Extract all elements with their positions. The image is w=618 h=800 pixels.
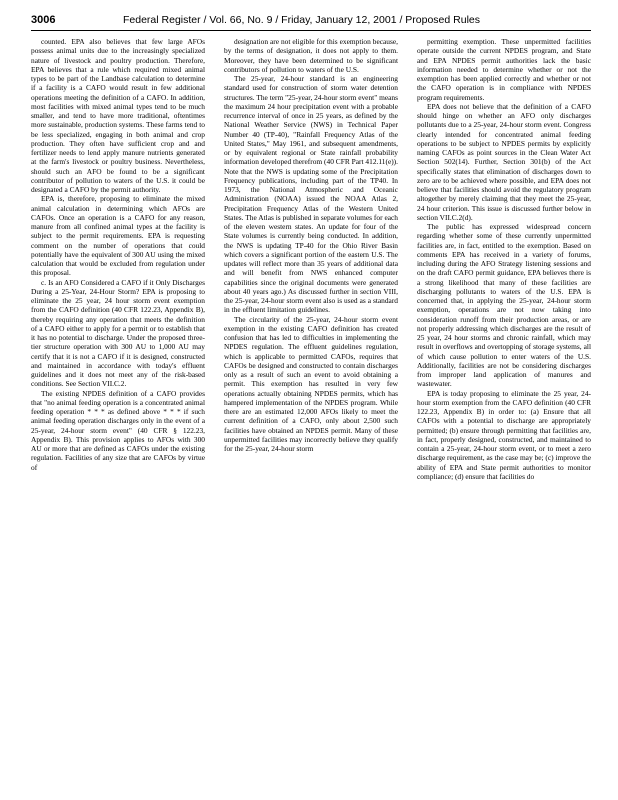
- paragraph: counted. EPA also believes that few large AFOs possess animal units due to the increasingly specialized nature of livestock and poultry production. Therefore, EPA believes that a rule which required mixed animal types to be part of the Landbase calculation to determine if a facility is a CAFO would result in few additional operations meeting the definition of a CAFO. In addition, most facilities with mixed animal types tend to be much smaller, and tend to have more traditional, oftentimes more sustainable, production systems. These farms tend to be less specialized, engaging in both animal and crop production. They often have sufficient crop and and fertilizer needs to lend apply manure nutrients generated at the farm's livestock or poultry business. Nevertheless, should such an AFO be found to be a significant contributor of pollution to waters of the U.S. it could be designated a CAFO by the permit authority.: [31, 37, 205, 194]
- paragraph: EPA is, therefore, proposing to eliminate the mixed animal calculation in determining which AFOs are CAFOs. Once an operation is a CAFO for any reason, manure from all confined animal types at the facility is subject to the permit requirements. EPA is requesting comment on the number of operations that could potentially have the equivalent of 300 AU using the mixed calculation that would be excluded from regulation under this proposal.: [31, 194, 205, 278]
- running-head: Federal Register / Vol. 66, No. 9 / Friday, January 12, 2001 / Proposed Rules: [123, 14, 480, 26]
- paragraph: The circularity of the 25-year, 24-hour storm event exemption in the existing CAFO definition has created confusion that has led to difficulties in implementing the NPDES regulation. The effluent guidelines regulation, which is applicable to permitted CAFOs, requires that CAFOs be designed and constructed to contain discharges only as a result of such an event to avoid obtaining a permit. This exemption has resulted in very few operations actually obtaining NPDES permits, which has hampered implementation of the NPDES program. While there are an estimated 12,000 AFOs likely to meet the current definition of a CAFO, only about 2,500 such facilities have obtained an NPDES permit. Many of these unpermitted facilities may incorrectly believe they qualify for the 25-year, 24-hour storm: [224, 314, 398, 453]
- text-column-1: [31, 37, 205, 787]
- paragraph: c. Is an AFO Considered a CAFO if it Only Discharges During a 25-Year, 24-Hour Storm? EPA is proposing to eliminate the 25 year, 24 hour storm event exemption from the CAFO definition (40 CFR 122.23, Appendix B), thereby requiring any operation that meets the definition of a CAFO either to apply for a permit or to establish that it has no potential to discharge. Under the proposed three-tier structure operation with 300 AU to 1,000 AU may certify that it is not a CAFO if it is designed, constructed and maintained in accordance with today's effluent guidelines and it does not meet any of the risk-based conditions. See Section VII.C.2.: [31, 277, 205, 389]
- page-number: 3006: [31, 14, 56, 26]
- paragraph: EPA is today proposing to eliminate the 25 year, 24-hour storm exemption from the CAFO definition (40 CFR 122.23, Appendix B) in order to: (a) Ensure that all CAFOs with a potential to discharge are appropriately permitted; (b) ensure through permitting that facilities are, in fact, properly designed, constructed, and maintained to contain a 25-year, 24-hour storm event, or to meet a zero discharge requirement, as the case may be; (c) improve the ability of EPA and State permit authorities to monitor compliance; (d) ensure that facilities do: [417, 388, 591, 481]
- paragraph: The existing NPDES definition of a CAFO provides that "no animal feeding operation is a concentrated animal feeding operation * * * as defined above * * * if such animal feeding operation discharges only in the event of a 25-year, 24-hour storm event" (40 CFR § 122.23, Appendix B). This provision applies to AFOs with 300 AU or more that are defined as CAFOs under the existing regulation. Facilities of any size that are CAFOs by virtue of: [31, 388, 205, 472]
- text-column-2: [224, 37, 398, 787]
- paragraph: The public has expressed widespread concern regarding whether some of these currently unpermitted facilities are, in fact, entitled to the exemption. Based on comments EPA has received in a variety of forums, including during the AFO Strategy listening sessions and on the draft CAFO permit guidance, EPA believes there is a strong likelihood that many of these facilities are discharging pollutants to waters of the U.S. EPA is concerned that, in applying the 25-year, 24-hour storm exemption, operations are not now taking into consideration runoff from their production areas, or are not properly addressing which discharges are the result of 25 year, 24 hour storms and chronic rainfall, which may result in overflows and overtopping of storage systems, all of which cause pollution to enter waters of the U.S. Additionally, facilities are not be considering discharges from improper land application of manures and wastewater.: [417, 222, 591, 389]
- paragraph: designation are not eligible for this exemption because, by the terms of designation, it does not apply to them. Moreover, they have been determined to be significant contributors of pollution to waters of the U.S.: [224, 37, 398, 74]
- paragraph: The 25-year, 24-hour standard is an engineering standard used for construction of storm water detention structures. The term "25-year, 24-hour storm event" means the maximum 24 hour precipitation event with a probable recurrence interval of once in 25 years, as defined by the National Weather Service (NWS) in Technical Paper Number 40 (TP-40), "Rainfall Frequency Atlas of the United States," May 1961, and subsequent amendments, or by equivalent regional or State rainfall probability information developed therefrom (40 CFR Part 412.11(e)). Note that the NWS is updating some of the Precipitation Frequency publications, including part of the TP40. In 1973, the National Atmospheric and Oceanic Administration (NOAA) issued the NOAA Atlas 2, Precipitation Frequency Atlas of the Western United States. The Atlas is published in separate volumes for each of the eleven western states. An update for four of the State volumes is currently being conducted. In addition, the NWS is updating TP-40 for the Ohio River Basin which covers a significant portion of the eastern U.S. The updates will reflect more than 35 years of additional data and will benefit from NWS enhanced computer capabilities since the original documents were generated about 40 years ago.) As discussed further in section VIII, the 25-year, 24-hour storm event also is used as a standard in the effluent limitation guidelines.: [224, 74, 398, 315]
- paragraph: permitting exemption. These unpermitted facilities operate outside the current NPDES program, and State and EPA NPDES permit authorities lack the basic information needed to determine whether or not the exemption has been applied correctly and whether or not the CAFO operation is in compliance with NPDES program requirements.: [417, 37, 591, 102]
- page-header: [31, 12, 591, 31]
- paragraph: EPA does not believe that the definition of a CAFO should hinge on whether an AFO only discharges pollutants due to a 25-year, 24-hour storm event. Congress clearly intended for concentrated animal feeding operations to be subject to NPDES permits by explicitly naming CAFOs as point sources in the Clean Water Act Section 502(14). Further, Section 301(b) of the Act specifically states that elimination of discharges down to zero are to be achieved where possible, and EPA does not believe that facilities should avoid the regulatory program altogether by merely claiming that they meet the 25-year, 24 hour criterion. This issue is discussed further below in section VII.C.2(d).: [417, 101, 591, 222]
- text-column-3: [417, 37, 591, 787]
